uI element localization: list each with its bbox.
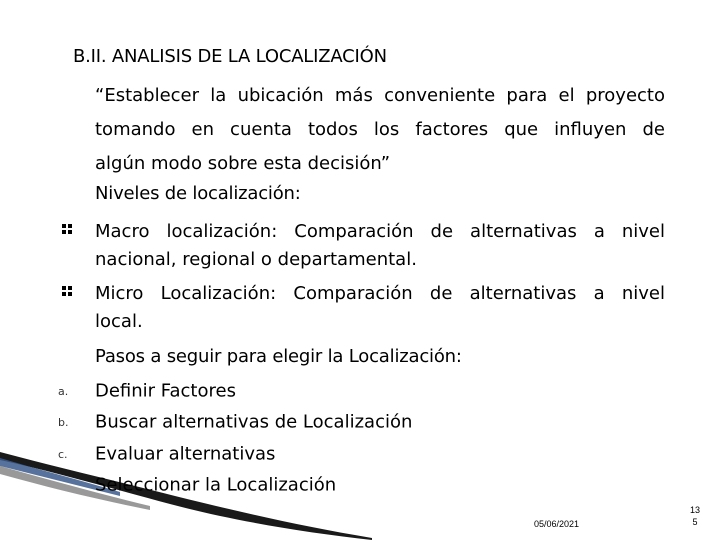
step-text: Definir Factores	[95, 380, 236, 402]
step-text: Buscar alternativas de Localización	[95, 411, 413, 433]
level-text: Micro Localización: Comparación de alternativas a nivel	[95, 283, 665, 304]
quote-line: tomando en cuenta todos los factores que influyen de	[95, 119, 665, 140]
page-number-line: 13	[690, 505, 701, 515]
level-item-macro	[60, 218, 665, 274]
step-text: Seleccionar la Localización	[95, 474, 337, 496]
step-marker: a.	[58, 384, 69, 398]
quote-line: algún modo sobre esta decisión”	[95, 153, 391, 174]
step-marker: c.	[58, 447, 68, 461]
level-text: nacional, regional o departamental.	[95, 249, 417, 270]
levels-heading: Niveles de localización:	[95, 183, 301, 204]
level-text: local.	[95, 311, 143, 332]
bullet-icon	[60, 222, 74, 236]
step-item	[58, 411, 412, 433]
step-item	[58, 380, 236, 402]
step-item	[58, 443, 275, 465]
level-item-micro	[60, 280, 665, 336]
level-text: Macro localización: Comparación de alternativas a nivel	[95, 221, 665, 242]
step-item	[58, 474, 336, 496]
page-number-line: 5	[692, 517, 698, 527]
page-number	[690, 504, 700, 528]
definition-quote	[95, 79, 665, 181]
quote-line: “Establecer la ubicación más conveniente para el proyecto	[95, 85, 665, 106]
step-marker: b.	[58, 415, 69, 429]
steps-heading: Pasos a seguir para elegir la Localización:	[95, 346, 462, 367]
bullet-icon	[60, 284, 74, 298]
step-text: Evaluar alternativas	[95, 443, 276, 465]
footer-date: 05/06/2021	[534, 519, 580, 529]
slide-title: B.II. ANALISIS DE LA LOCALIZACIÓN	[73, 46, 387, 67]
